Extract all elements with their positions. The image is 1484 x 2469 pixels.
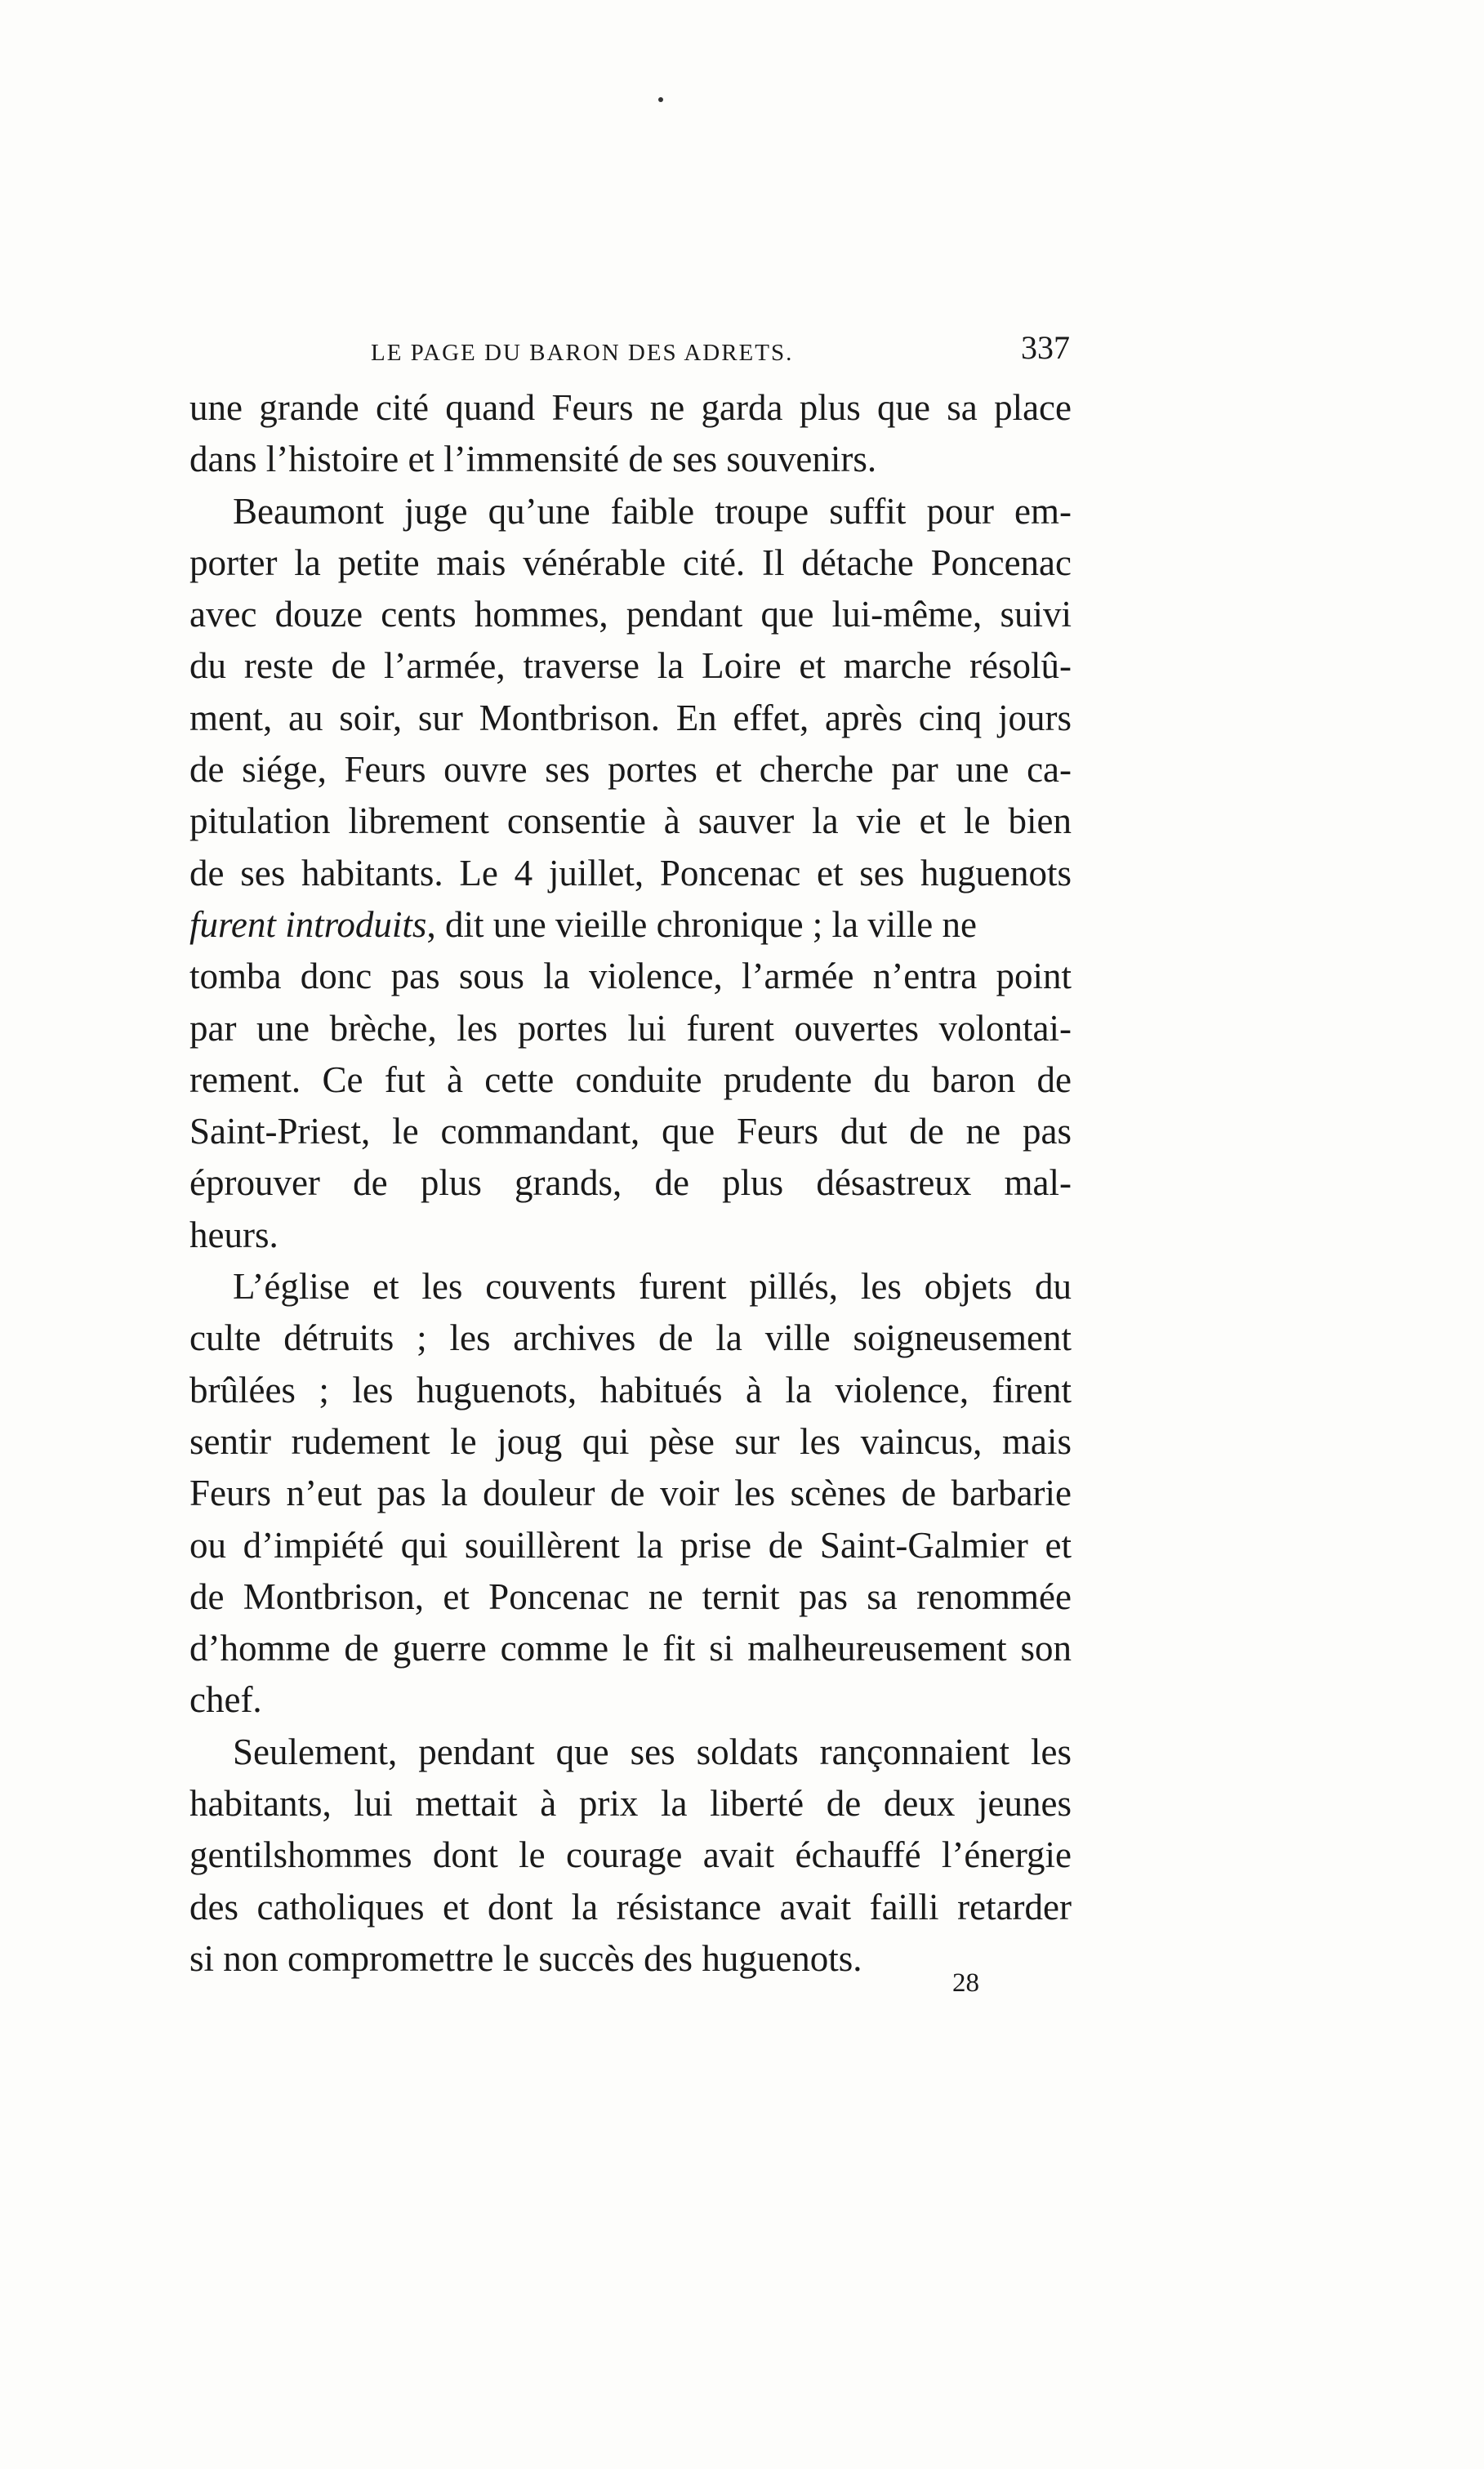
text-line: si non compromettre le succès des huguenots. [189, 1937, 862, 1979]
running-title: LE PAGE DU BARON DES ADRETS. [371, 340, 794, 366]
text-line: Beaumont juge qu’une faible troupe suffit pour em- [233, 490, 1072, 532]
text-line: Saint-Priest, le commandant, que Feurs dut de ne pas [189, 1111, 1072, 1152]
italic-quote: furent introduits [189, 903, 427, 945]
text-line: de Montbrison, et Poncenac ne ternit pas sa renommée [189, 1575, 1072, 1617]
text-line: habitants, lui mettait à prix la liberté de deux jeunes [189, 1783, 1072, 1825]
text-line: avec douze cents hommes, pendant que lui-même, suivi [189, 594, 1072, 635]
page-header [188, 328, 1070, 377]
text-line: du reste de l’armée, traverse la Loire et marche résolû- [189, 645, 1072, 687]
page-number: 337 [1021, 329, 1070, 366]
text-line: une grande cité quand Feurs ne garda plus que sa place [189, 387, 1072, 428]
text-line-mixed [189, 899, 1072, 951]
text-line: porter la petite mais vénérable cité. Il détache Poncenac [189, 541, 1072, 583]
text-line: éprouver de plus grands, de plus désastreux mal- [189, 1162, 1072, 1204]
text-line: culte détruits ; les archives de la ville soigneusement [189, 1317, 1072, 1359]
text-line: Feurs n’eut pas la douleur de voir les scènes de barbarie [189, 1473, 1072, 1514]
text-line: rement. Ce fut à cette conduite prudente du baron de [189, 1058, 1072, 1100]
text-line: gentilshommes dont le courage avait échauffé l’énergie [189, 1834, 1072, 1876]
text-line: d’homme de guerre comme le fit si malheureusement son [189, 1628, 1072, 1669]
text-line: des catholiques et dont la résistance avait failli retarder [189, 1886, 1072, 1928]
signature-mark: 28 [952, 1968, 979, 1998]
text-line: ment, au soir, sur Montbrison. En effet, après cinq jours [189, 697, 1072, 738]
text-line: ou d’impiété qui souillèrent la prise de Saint-Galmier et [189, 1524, 1072, 1566]
text-line: L’église et les couvents furent pillés, les objets du [233, 1266, 1072, 1308]
text-line: de siége, Feurs ouvre ses portes et cherche par une ca- [189, 749, 1072, 791]
ink-speck [658, 97, 663, 102]
text-line: pitulation librement consentie à sauver la vie et le bien [189, 800, 1072, 842]
text-line: chef. [189, 1679, 262, 1721]
text-line: de ses habitants. Le 4 juillet, Poncenac et ses huguenots [189, 852, 1072, 894]
text-line: heurs. [189, 1214, 279, 1255]
text-line: dans l’histoire et l’immensité de ses souvenirs. [189, 439, 877, 480]
body-text [189, 382, 1072, 1985]
text-fragment: , dit une vieille chronique ; la ville ne [426, 903, 977, 945]
text-line: sentir rudement le joug qui pèse sur les vaincus, mais [189, 1420, 1072, 1462]
text-line: par une brèche, les portes lui furent ouvertes volontai- [189, 1007, 1072, 1049]
text-line: brûlées ; les huguenots, habitués à la violence, firent [189, 1369, 1072, 1411]
text-line: Seulement, pendant que ses soldats rançonnaient les [233, 1731, 1072, 1772]
text-line: tomba donc pas sous la violence, l’armée n’entra point [189, 956, 1072, 997]
